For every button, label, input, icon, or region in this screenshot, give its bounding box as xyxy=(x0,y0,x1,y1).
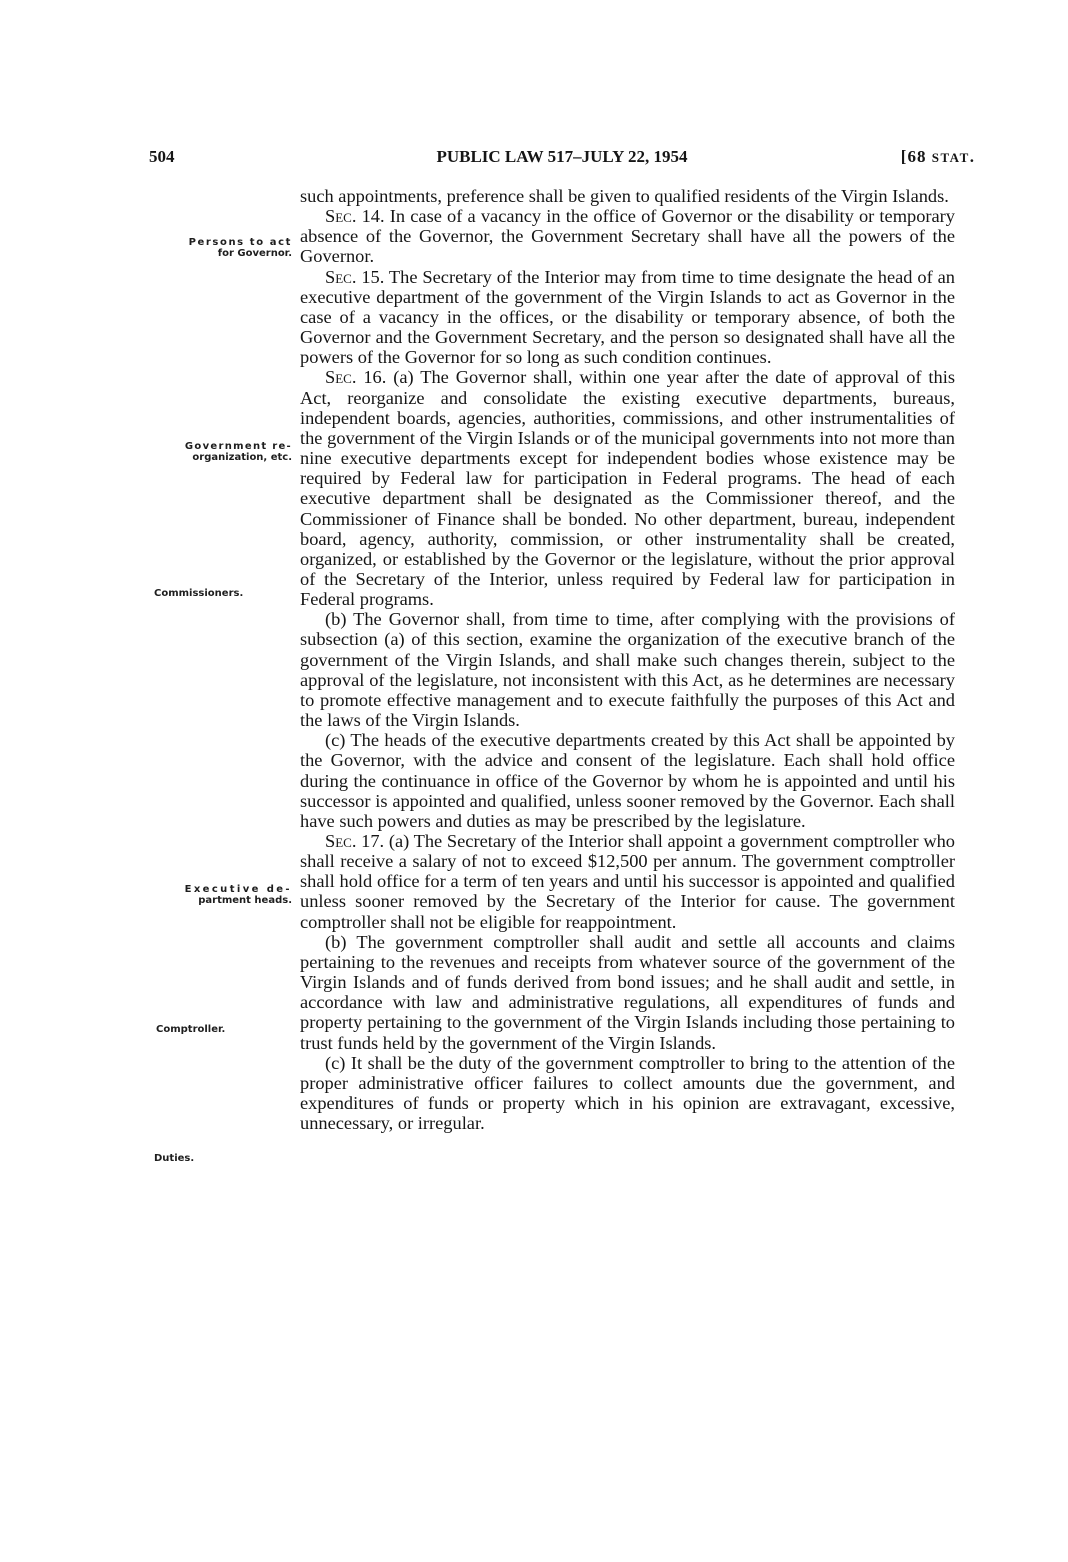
section-abbrev: Sec xyxy=(325,266,352,287)
statute-body xyxy=(300,186,955,1133)
running-head: PUBLIC LAW 517–JULY 22, 1954 xyxy=(436,147,688,166)
paragraph-section-15 xyxy=(300,267,955,368)
margin-note-persons-to-act xyxy=(189,237,292,259)
paragraph-section-17b: (b) The government comptroller shall audit and settle all accounts and claims pertaining to the revenues and receipts from whatever source of the government of the Virgin Islands and of funds derived from bond issues; and he shall audit and settle, in accordance with law and administrative regulations, all expenditures of funds and property pertaining to the government of the Virgin Islands including those pertaining to trust funds held by the government of the Virgin Islands. xyxy=(300,931,955,1053)
page-number: 504 xyxy=(149,147,175,166)
paragraph-text: . 15. The Secretary of the Interior may from time to time designate the head of an executive department of the government of the Virgin Islands to act as Governor in the case of a vacancy in the offices, or the disability or temporary absence, of both the Governor and the Government Secretary, and the person so designated shall have all the powers of the Governor for so long as such condition continues. xyxy=(300,266,955,368)
margin-note-line: organization, etc. xyxy=(192,452,292,463)
volume-open: [68 xyxy=(900,147,932,166)
margin-note-government-reorganization xyxy=(185,441,292,463)
margin-note-line: partment heads. xyxy=(198,895,292,906)
paragraph-text: . 16. (a) The Governor shall, within one year after the date of approval of this Act, reorganize and consolidate the existing executive departments, bureaus, independent boards, agencies, authorities, commissions, and other instrumentalities of the government of the Virgin Islands or of the municipal governments into not more than nine executive departments except for independent bodies whose existence may be required by Federal law for participation in Federal programs. The head of each executive department shall be designated as the Commissioner thereof, and the Commissioner of Finance shall be bonded. No other department, bureau, independent board, agency, authority, commission, or other instrumentality shall be created, organized, or established by the Governor or the legislature, without the prior approval of the Secretary of the Interior, unless required by Federal law for participation in Federal programs. xyxy=(300,367,955,610)
margin-note-line: Comptroller. xyxy=(156,1024,226,1035)
margin-note-line: Persons to act xyxy=(188,237,292,248)
margin-note-line: Government re- xyxy=(184,441,292,452)
margin-note-duties xyxy=(154,1153,194,1164)
section-abbrev: Sec xyxy=(325,367,352,388)
margin-note-comptroller xyxy=(156,1024,225,1035)
section-abbrev: Sec xyxy=(325,831,352,851)
margin-note-line: Duties. xyxy=(154,1153,195,1164)
volume-close: . xyxy=(969,147,975,166)
paragraph-section-17c: (c) It shall be the duty of the government comptroller to bring to the attention of the proper administrative officer failures to collect amounts due the government, and expenditures of funds or property which in his opinion are extravagant, excessive, unnecessary, or irregular. xyxy=(300,1052,955,1134)
section-abbrev: Sec xyxy=(325,206,352,227)
paragraph-appointments-preference: such appointments, preference shall be given to qualified residents of the Virgin Islands. xyxy=(300,186,949,206)
paragraph-text: . 17. (a) The Secretary of the Interior shall appoint a government comptroller who shall receive a salary of not to exceed $12,500 per annum. The government comptroller shall hold office for a term of ten years and until his successor is appointed and qualified unless sooner removed by the Secretary of the Interior for cause. The government comptroller shall not be eligible for reappointment. xyxy=(300,831,955,932)
volume-stat: STAT xyxy=(931,150,970,165)
paragraph-section-16b: (b) The Governor shall, from time to time, after complying with the provisions of subsection (a) of this section, examine the organization of the executive branch of the government of the Virgin Islands, and shall make such changes therein, subject to the approval of the legislature, not inconsistent with this Act, as he determines are necessary to promote effective management and to execute faithfully the purposes of this Act and the laws of the Virgin Islands. xyxy=(300,609,955,731)
margin-note-line: Executive de- xyxy=(184,884,292,895)
margin-note-executive-department-heads xyxy=(185,884,292,906)
margin-note-commissioners xyxy=(154,588,243,599)
paragraph-section-16a xyxy=(300,367,955,609)
margin-notes xyxy=(0,0,300,1562)
margin-note-line: Commissioners. xyxy=(154,588,244,599)
paragraph-section-16c: (c) The heads of the executive departments created by this Act shall be appointed by the Governor, with the advice and consent of the legislature. Each shall hold office during the continuance in office of the Governor by whom he is appointed and until his successor is appointed and qualified, unless sooner removed by the Governor. Each shall have such powers and duties as may be prescribed by the legislature. xyxy=(300,730,955,831)
paragraph-section-17a xyxy=(300,831,955,932)
margin-note-line: for Governor. xyxy=(217,248,292,259)
paragraph-section-14 xyxy=(300,206,955,266)
paragraph-text: . 14. In case of a vacancy in the office of Governor or the disability or temporary absence of the Governor, the Government Secretary shall have all the powers of the Governor. xyxy=(300,206,955,267)
volume-reference xyxy=(901,146,975,169)
